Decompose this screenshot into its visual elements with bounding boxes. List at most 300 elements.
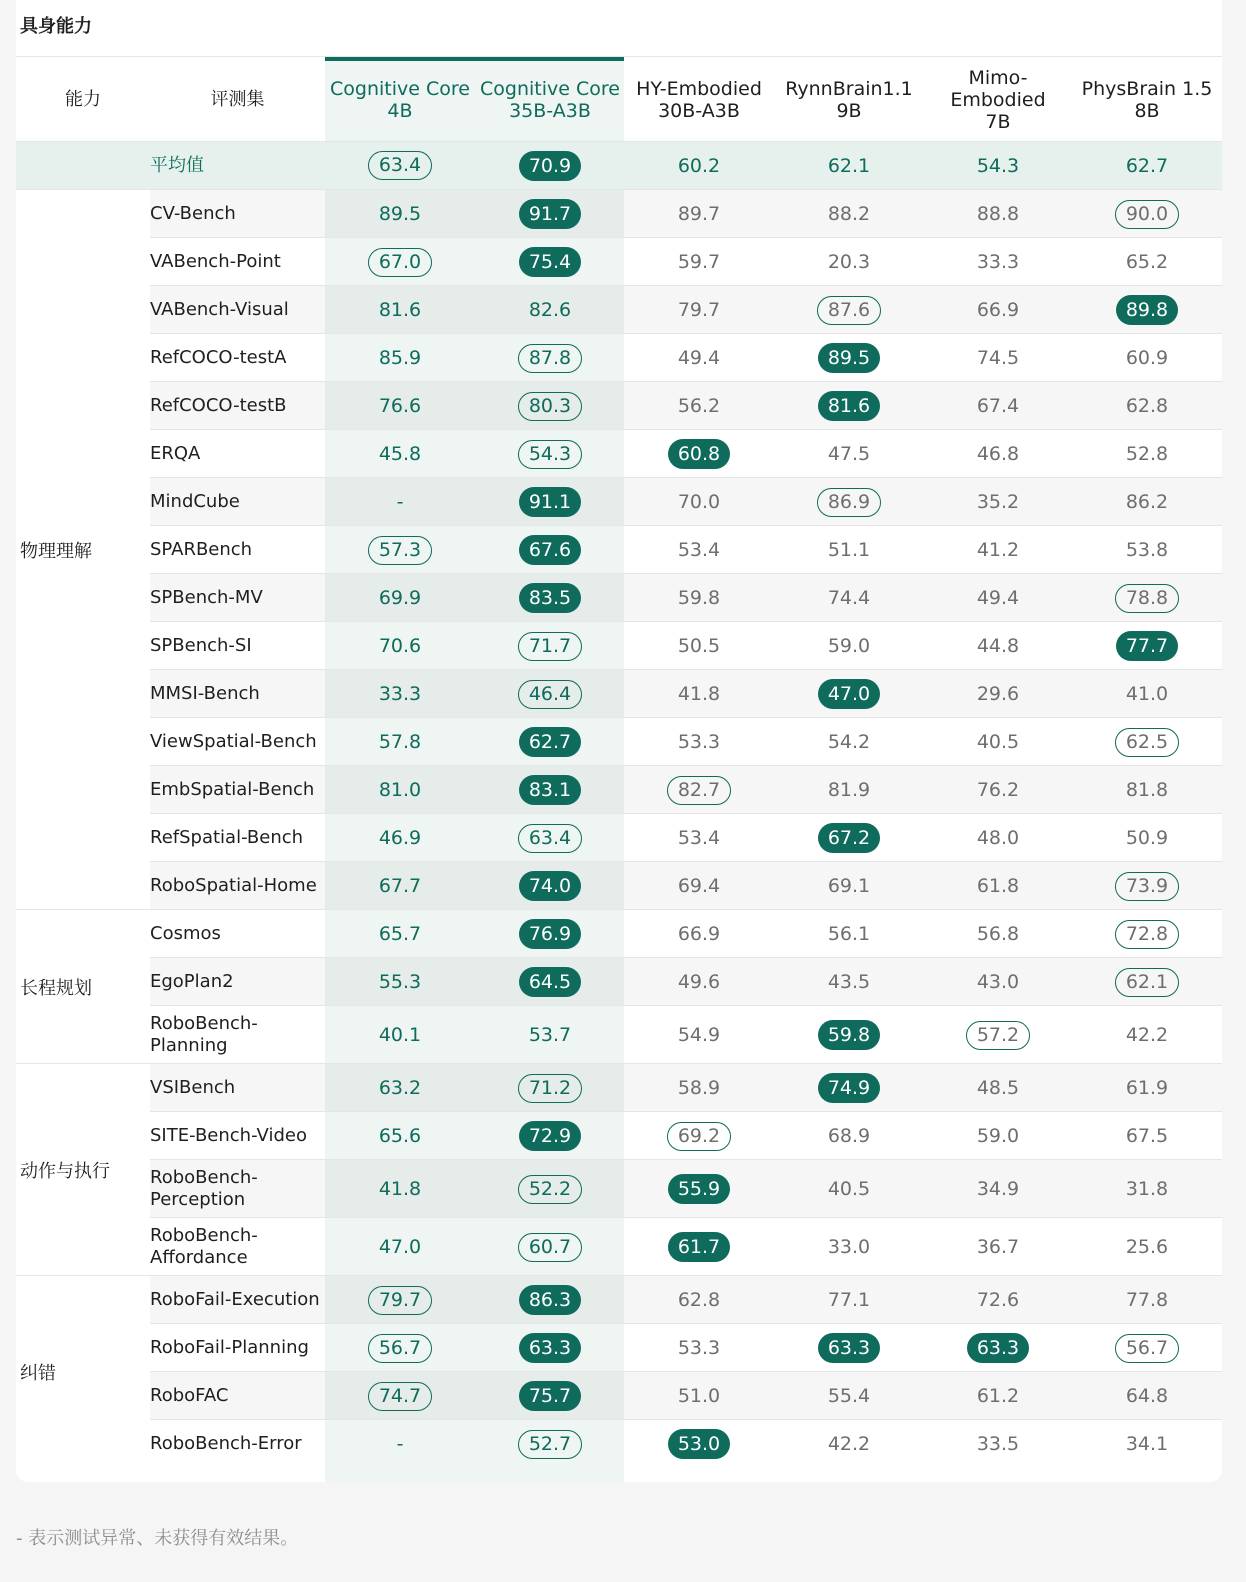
row-value-model-1 — [325, 382, 475, 430]
best-score-badge: 70.9 — [519, 151, 581, 181]
row-value-model-5 — [923, 1160, 1073, 1218]
second-score-badge: 62.1 — [1115, 968, 1179, 997]
score-text: 70.0 — [677, 491, 721, 513]
row-value-model-2 — [475, 1324, 625, 1372]
score-text: 53.4 — [677, 827, 721, 849]
second-score-badge: 73.9 — [1115, 872, 1179, 901]
row-value-model-6 — [1072, 1006, 1222, 1064]
benchmark-name: SITE-Bench-Video — [150, 1125, 307, 1146]
score-text: 85.9 — [378, 347, 422, 369]
benchmark-name: RoboBench- Affordance — [150, 1225, 258, 1268]
row-value-model-6 — [1072, 286, 1222, 334]
row-value-model-5 — [923, 574, 1073, 622]
row-value-model-6 — [1072, 1160, 1222, 1218]
category-label: 长程规划 — [20, 978, 92, 999]
row-value-model-5 — [923, 286, 1073, 334]
score-text: 52.8 — [1125, 443, 1169, 465]
best-score-badge: 77.7 — [1116, 631, 1178, 661]
average-value-model-6 — [1072, 142, 1222, 189]
row-value-model-2 — [475, 1064, 625, 1112]
score-text: 41.8 — [378, 1178, 422, 1200]
row-value-model-6 — [1072, 190, 1222, 238]
row-value-model-6 — [1072, 622, 1222, 670]
row-value-model-3 — [624, 1324, 774, 1372]
row-value-model-2 — [475, 718, 625, 766]
best-score-badge: 47.0 — [818, 679, 880, 709]
score-text: 46.9 — [378, 827, 422, 849]
row-value-model-6 — [1072, 862, 1222, 910]
row-value-model-3 — [624, 238, 774, 286]
score-text: 29.6 — [976, 683, 1020, 705]
row-value-model-4 — [774, 286, 924, 334]
row-value-model-5 — [923, 1372, 1073, 1420]
score-text: 43.5 — [827, 971, 871, 993]
row-value-model-5 — [923, 766, 1073, 814]
row-value-model-3 — [624, 1420, 774, 1468]
score-text: 33.5 — [976, 1433, 1020, 1455]
score-text: 60.2 — [677, 154, 721, 177]
score-text: 51.0 — [677, 1385, 721, 1407]
score-text: 72.6 — [976, 1289, 1020, 1311]
row-value-model-4 — [774, 334, 924, 382]
best-score-badge: 74.9 — [818, 1073, 880, 1103]
row-value-model-2 — [475, 1006, 625, 1064]
score-text: 77.1 — [827, 1289, 871, 1311]
row-value-model-3 — [624, 718, 774, 766]
benchmark-name: RoboBench-Error — [150, 1433, 302, 1454]
score-text: 61.2 — [976, 1385, 1020, 1407]
score-text: 47.5 — [827, 443, 871, 465]
row-value-model-3 — [624, 1372, 774, 1420]
best-score-badge: 75.4 — [519, 247, 581, 277]
second-score-badge: 87.6 — [817, 296, 881, 325]
row-value-model-1 — [325, 622, 475, 670]
score-text: 69.9 — [378, 587, 422, 609]
row-value-model-3 — [624, 814, 774, 862]
row-value-model-1 — [325, 862, 475, 910]
benchmark-name: Cosmos — [150, 923, 221, 944]
row-value-model-2 — [475, 286, 625, 334]
benchmark-name: ViewSpatial-Bench — [150, 731, 317, 752]
row-value-model-2 — [475, 958, 625, 1006]
row-value-model-2 — [475, 334, 625, 382]
row-value-model-4 — [774, 1064, 924, 1112]
row-value-model-5 — [923, 1218, 1073, 1276]
row-value-model-3 — [624, 286, 774, 334]
row-value-model-1 — [325, 670, 475, 718]
score-text: 62.7 — [1125, 154, 1169, 177]
row-value-model-4 — [774, 958, 924, 1006]
second-score-badge: 86.9 — [817, 488, 881, 517]
row-value-model-1 — [325, 718, 475, 766]
score-text: 56.2 — [677, 395, 721, 417]
score-text: 62.8 — [1125, 395, 1169, 417]
best-score-badge: 59.8 — [818, 1020, 880, 1050]
best-score-badge: 63.3 — [519, 1333, 581, 1363]
score-text: 34.9 — [976, 1178, 1020, 1200]
score-text: 44.8 — [976, 635, 1020, 657]
best-score-badge: 64.5 — [519, 967, 581, 997]
best-score-badge: 91.7 — [519, 199, 581, 229]
row-value-model-5 — [923, 430, 1073, 478]
row-value-model-5 — [923, 814, 1073, 862]
score-text: 41.0 — [1125, 683, 1169, 705]
best-score-badge: 91.1 — [519, 487, 581, 517]
row-value-model-5 — [923, 1112, 1073, 1160]
row-value-model-4 — [774, 382, 924, 430]
row-value-model-3 — [624, 958, 774, 1006]
score-text: 48.0 — [976, 827, 1020, 849]
second-score-badge: 80.3 — [518, 392, 582, 421]
score-text: 62.1 — [827, 154, 871, 177]
average-value-model-3 — [624, 142, 774, 189]
row-value-model-4 — [774, 670, 924, 718]
score-text: 47.0 — [378, 1236, 422, 1258]
row-value-model-5 — [923, 718, 1073, 766]
row-value-model-6 — [1072, 1324, 1222, 1372]
score-text: 56.1 — [827, 923, 871, 945]
row-value-model-1 — [325, 286, 475, 334]
row-value-model-5 — [923, 478, 1073, 526]
row-value-model-1 — [325, 574, 475, 622]
score-text: 55.3 — [378, 971, 422, 993]
row-value-model-2 — [475, 1372, 625, 1420]
row-value-model-5 — [923, 622, 1073, 670]
score-text: 79.7 — [677, 299, 721, 321]
row-value-model-4 — [774, 1420, 924, 1468]
average-value-model-5 — [923, 142, 1073, 189]
benchmark-name: MindCube — [150, 491, 240, 512]
category-label: 动作与执行 — [20, 1161, 110, 1182]
row-value-model-4 — [774, 430, 924, 478]
row-value-model-4 — [774, 478, 924, 526]
section-title: 具身能力 — [20, 16, 92, 37]
score-text: 74.4 — [827, 587, 871, 609]
row-value-model-6 — [1072, 1420, 1222, 1468]
score-text: 50.5 — [677, 635, 721, 657]
row-value-model-2 — [475, 382, 625, 430]
header-ability: 能力 — [65, 89, 101, 110]
score-text: 41.2 — [976, 539, 1020, 561]
score-text: 65.6 — [378, 1125, 422, 1147]
best-score-badge: 83.1 — [519, 775, 581, 805]
score-text: 49.4 — [677, 347, 721, 369]
row-value-model-5 — [923, 958, 1073, 1006]
score-text: 88.8 — [976, 203, 1020, 225]
row-value-model-6 — [1072, 1218, 1222, 1276]
score-text: 54.2 — [827, 731, 871, 753]
row-value-model-1 — [325, 334, 475, 382]
second-score-badge: 72.8 — [1115, 920, 1179, 949]
benchmark-name: RefSpatial-Bench — [150, 827, 304, 848]
row-value-model-6 — [1072, 718, 1222, 766]
score-text: 63.2 — [378, 1077, 422, 1099]
row-value-model-6 — [1072, 430, 1222, 478]
row-value-model-4 — [774, 1218, 924, 1276]
score-text: 54.9 — [677, 1024, 721, 1046]
benchmark-name: RoboBench- Perception — [150, 1167, 258, 1210]
second-score-badge: 54.3 — [518, 440, 582, 469]
average-value-model-4 — [774, 142, 924, 189]
header-model-1: Cognitive Core 4B — [330, 78, 470, 122]
row-value-model-3 — [624, 1112, 774, 1160]
row-value-model-6 — [1072, 1064, 1222, 1112]
row-value-model-1 — [325, 1372, 475, 1420]
row-value-model-4 — [774, 1112, 924, 1160]
score-text: 62.8 — [677, 1289, 721, 1311]
benchmark-name: RefCOCO-testB — [150, 395, 287, 416]
row-value-model-1 — [325, 910, 475, 958]
score-text: 76.6 — [378, 395, 422, 417]
row-value-model-2 — [475, 1420, 625, 1468]
score-text: 67.7 — [378, 875, 422, 897]
best-score-badge: 62.7 — [519, 727, 581, 757]
row-value-model-5 — [923, 382, 1073, 430]
row-value-model-1 — [325, 1006, 475, 1064]
score-text: 81.8 — [1125, 779, 1169, 801]
score-text: - — [396, 491, 404, 513]
second-score-badge: 60.7 — [518, 1233, 582, 1262]
row-value-model-1 — [325, 1112, 475, 1160]
row-value-model-4 — [774, 1160, 924, 1218]
row-value-model-2 — [475, 430, 625, 478]
best-score-badge: 81.6 — [818, 391, 880, 421]
score-text: 61.9 — [1125, 1077, 1169, 1099]
score-text: 40.1 — [378, 1024, 422, 1046]
score-text: 59.7 — [677, 251, 721, 273]
score-text: 45.8 — [378, 443, 422, 465]
row-value-model-2 — [475, 190, 625, 238]
row-value-model-3 — [624, 478, 774, 526]
header-model-6: PhysBrain 1.5 8B — [1081, 78, 1213, 122]
score-text: 66.9 — [677, 923, 721, 945]
row-value-model-2 — [475, 526, 625, 574]
row-value-model-1 — [325, 1064, 475, 1112]
score-text: 69.4 — [677, 875, 721, 897]
benchmark-name: VABench-Visual — [150, 299, 289, 320]
best-score-badge: 76.9 — [519, 919, 581, 949]
header-model-5: Mimo- Embodied 7B — [950, 67, 1046, 133]
second-score-badge: 90.0 — [1115, 200, 1179, 229]
row-value-model-3 — [624, 1276, 774, 1324]
row-value-model-2 — [475, 766, 625, 814]
score-text: 48.5 — [976, 1077, 1020, 1099]
row-value-model-6 — [1072, 814, 1222, 862]
score-text: 82.6 — [528, 299, 572, 321]
row-value-model-1 — [325, 1160, 475, 1218]
row-value-model-1 — [325, 814, 475, 862]
average-label: 平均值 — [150, 154, 204, 176]
row-value-model-6 — [1072, 238, 1222, 286]
score-text: 70.6 — [378, 635, 422, 657]
benchmark-name: ERQA — [150, 443, 201, 464]
best-score-badge: 72.9 — [519, 1121, 581, 1151]
benchmark-name: RefCOCO-testA — [150, 347, 287, 368]
row-value-model-3 — [624, 1160, 774, 1218]
row-value-model-1 — [325, 1420, 475, 1468]
row-value-model-3 — [624, 622, 774, 670]
score-text: 55.4 — [827, 1385, 871, 1407]
score-text: 49.4 — [976, 587, 1020, 609]
score-text: 33.3 — [976, 251, 1020, 273]
row-value-model-5 — [923, 1276, 1073, 1324]
row-value-model-1 — [325, 238, 475, 286]
row-value-model-6 — [1072, 526, 1222, 574]
row-value-model-5 — [923, 238, 1073, 286]
score-text: 81.6 — [378, 299, 422, 321]
embodied-ability-card — [16, 0, 1222, 1482]
row-value-model-6 — [1072, 1276, 1222, 1324]
second-score-badge: 67.0 — [368, 248, 432, 277]
row-value-model-4 — [774, 814, 924, 862]
score-text: 57.8 — [378, 731, 422, 753]
row-value-model-1 — [325, 478, 475, 526]
score-text: 42.2 — [1125, 1024, 1169, 1046]
row-value-model-6 — [1072, 958, 1222, 1006]
best-score-badge: 75.7 — [519, 1381, 581, 1411]
benchmark-name: RoboSpatial-Home — [150, 875, 317, 896]
second-score-badge: 69.2 — [667, 1122, 731, 1151]
row-value-model-3 — [624, 1218, 774, 1276]
score-text: 40.5 — [827, 1178, 871, 1200]
average-value-model-1 — [325, 142, 475, 189]
score-text: 66.9 — [976, 299, 1020, 321]
benchmark-name: VABench-Point — [150, 251, 281, 272]
second-score-badge: 71.2 — [518, 1074, 582, 1103]
score-text: 81.9 — [827, 779, 871, 801]
row-value-model-3 — [624, 1064, 774, 1112]
row-value-model-5 — [923, 334, 1073, 382]
header-model-2: Cognitive Core 35B-A3B — [480, 78, 620, 122]
row-value-model-6 — [1072, 1372, 1222, 1420]
score-text: 67.4 — [976, 395, 1020, 417]
score-text: 43.0 — [976, 971, 1020, 993]
score-text: 88.2 — [827, 203, 871, 225]
best-score-badge: 55.9 — [668, 1174, 730, 1204]
row-value-model-3 — [624, 766, 774, 814]
header-model-4: RynnBrain1.1 9B — [785, 78, 913, 122]
row-value-model-3 — [624, 334, 774, 382]
benchmark-name: SPARBench — [150, 539, 253, 560]
score-text: 61.8 — [976, 875, 1020, 897]
benchmark-name: EgoPlan2 — [150, 971, 234, 992]
best-score-badge: 53.0 — [668, 1429, 730, 1459]
second-score-badge: 56.7 — [368, 1334, 432, 1363]
row-value-model-4 — [774, 910, 924, 958]
best-score-badge: 67.2 — [818, 823, 880, 853]
score-text: 58.9 — [677, 1077, 721, 1099]
second-score-badge: 63.4 — [518, 824, 582, 853]
best-score-badge: 89.8 — [1116, 295, 1178, 325]
row-value-model-5 — [923, 910, 1073, 958]
row-value-model-1 — [325, 766, 475, 814]
row-value-model-4 — [774, 1276, 924, 1324]
score-text: 53.3 — [677, 731, 721, 753]
benchmark-name: MMSI-Bench — [150, 683, 260, 704]
score-text: 36.7 — [976, 1236, 1020, 1258]
row-value-model-5 — [923, 862, 1073, 910]
row-value-model-4 — [774, 1324, 924, 1372]
row-value-model-6 — [1072, 382, 1222, 430]
score-text: 86.2 — [1125, 491, 1169, 513]
score-text: 31.8 — [1125, 1178, 1169, 1200]
score-text: 50.9 — [1125, 827, 1169, 849]
row-value-model-6 — [1072, 334, 1222, 382]
row-value-model-1 — [325, 1218, 475, 1276]
score-text: 25.6 — [1125, 1236, 1169, 1258]
score-text: 59.0 — [827, 635, 871, 657]
row-value-model-5 — [923, 1064, 1073, 1112]
category-label: 物理理解 — [20, 541, 92, 562]
row-value-model-4 — [774, 622, 924, 670]
score-text: 20.3 — [827, 251, 871, 273]
row-value-model-5 — [923, 526, 1073, 574]
row-value-model-2 — [475, 1160, 625, 1218]
best-score-badge: 61.7 — [668, 1232, 730, 1262]
row-value-model-3 — [624, 1006, 774, 1064]
second-score-badge: 78.8 — [1115, 584, 1179, 613]
row-value-model-4 — [774, 238, 924, 286]
score-text: 67.5 — [1125, 1125, 1169, 1147]
row-value-model-4 — [774, 718, 924, 766]
benchmark-name: SPBench-SI — [150, 635, 252, 656]
row-value-model-6 — [1072, 478, 1222, 526]
row-value-model-2 — [475, 814, 625, 862]
benchmark-name: RoboFAC — [150, 1385, 229, 1406]
header-model-3: HY-Embodied 30B-A3B — [636, 78, 762, 122]
category-label: 纠错 — [20, 1363, 56, 1384]
row-value-model-2 — [475, 1112, 625, 1160]
benchmark-name: CV-Bench — [150, 203, 236, 224]
score-text: 65.7 — [378, 923, 422, 945]
row-value-model-5 — [923, 1006, 1073, 1064]
best-score-badge: 60.8 — [668, 439, 730, 469]
header-benchmark: 评测集 — [210, 89, 265, 110]
score-text: 56.8 — [976, 923, 1020, 945]
row-value-model-3 — [624, 526, 774, 574]
row-value-model-2 — [475, 910, 625, 958]
row-value-model-6 — [1072, 910, 1222, 958]
row-value-model-6 — [1072, 574, 1222, 622]
row-value-model-4 — [774, 766, 924, 814]
score-text: 40.5 — [976, 731, 1020, 753]
second-score-badge: 52.2 — [518, 1175, 582, 1204]
second-score-badge: 63.4 — [368, 151, 432, 180]
row-value-model-5 — [923, 190, 1073, 238]
best-score-badge: 83.5 — [519, 583, 581, 613]
row-value-model-2 — [475, 1276, 625, 1324]
benchmark-name: RoboBench- Planning — [150, 1013, 258, 1056]
second-score-badge: 82.7 — [667, 776, 731, 805]
score-text: 51.1 — [827, 539, 871, 561]
score-text: 89.5 — [378, 203, 422, 225]
score-text: 69.1 — [827, 875, 871, 897]
score-text: 64.8 — [1125, 1385, 1169, 1407]
score-text: 53.8 — [1125, 539, 1169, 561]
row-value-model-2 — [475, 862, 625, 910]
score-text: 35.2 — [976, 491, 1020, 513]
row-value-model-5 — [923, 1324, 1073, 1372]
score-text: 54.3 — [976, 154, 1020, 177]
best-score-badge: 74.0 — [519, 871, 581, 901]
score-text: 41.8 — [677, 683, 721, 705]
row-value-model-3 — [624, 862, 774, 910]
score-text: 68.9 — [827, 1125, 871, 1147]
score-text: 76.2 — [976, 779, 1020, 801]
second-score-badge: 56.7 — [1115, 1334, 1179, 1363]
benchmark-name: EmbSpatial-Bench — [150, 779, 315, 800]
second-score-badge: 87.8 — [518, 344, 582, 373]
